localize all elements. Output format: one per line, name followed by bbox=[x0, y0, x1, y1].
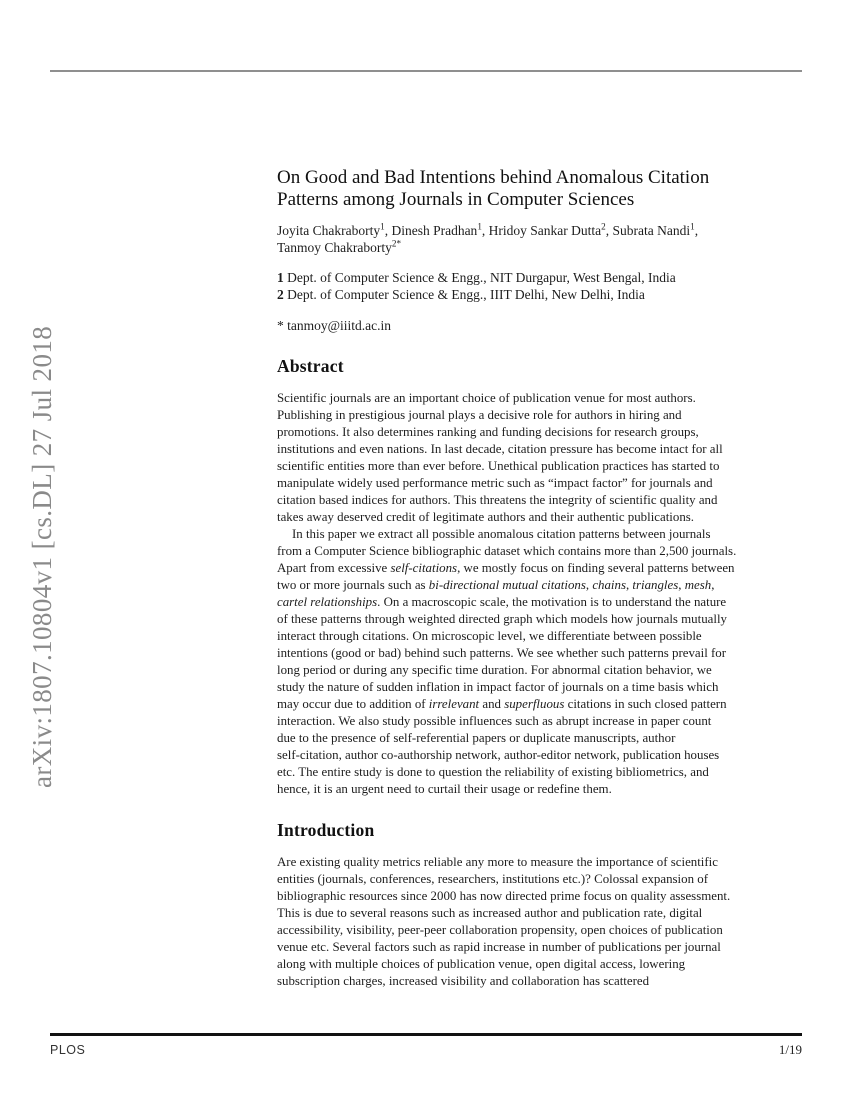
text-segment: , bbox=[694, 223, 699, 238]
text-segment: 1 bbox=[690, 221, 695, 232]
text-segment: long period or during any specific time duration. For abnormal citation behavior, we bbox=[277, 663, 712, 677]
body-line bbox=[277, 854, 808, 871]
body-line bbox=[277, 781, 808, 798]
text-segment: cartel relationships bbox=[277, 595, 378, 609]
paragraph bbox=[277, 854, 808, 990]
title-line: On Good and Bad Intentions behind Anomalous Citation bbox=[277, 167, 710, 188]
body-line bbox=[277, 441, 808, 458]
text-segment: , Subrata Nandi bbox=[605, 223, 691, 238]
corresponding-author-email[interactable]: * tanmoy@iiitd.ac.in bbox=[277, 318, 392, 333]
sections bbox=[277, 354, 808, 990]
arxiv-watermark: arXiv:1807.10804v1 [cs.DL] 27 Jul 2018 bbox=[27, 325, 57, 788]
text-segment: 1 bbox=[477, 221, 482, 232]
body-line bbox=[277, 747, 808, 764]
body-line bbox=[277, 458, 808, 475]
author-line bbox=[277, 222, 808, 239]
text-segment: irrelevant bbox=[428, 697, 480, 711]
body-line bbox=[277, 764, 808, 781]
body-line bbox=[277, 509, 808, 526]
body-line bbox=[277, 939, 808, 956]
body-line bbox=[277, 611, 808, 628]
text-segment: scientific entities more than ever before. Unethical publication practices has started to bbox=[277, 459, 720, 473]
text-segment: Apart from excessive bbox=[277, 561, 391, 575]
body-line bbox=[277, 492, 808, 509]
text-segment: In this paper we extract all possible anomalous citation patterns between journals bbox=[292, 527, 711, 541]
section-heading-introduction: Introduction bbox=[277, 820, 375, 840]
body-line bbox=[277, 922, 808, 939]
text-segment: Are existing quality metrics reliable any more to measure the importance of scientific bbox=[277, 855, 718, 869]
text-segment: citation based indices for authors. This threatens the integrity of scientific quality and bbox=[277, 493, 718, 507]
text-segment: , bbox=[711, 578, 715, 592]
paragraph bbox=[277, 526, 808, 798]
text-segment: study the nature of sudden inflation in impact factor of journals on a time basis which bbox=[277, 680, 719, 694]
text-segment: triangles bbox=[632, 578, 679, 592]
affiliation-line bbox=[277, 286, 808, 303]
text-segment: from a Computer Science bibliographic dataset which contains more than 2,500 journals. bbox=[277, 544, 737, 558]
text-segment: self-citations bbox=[390, 561, 458, 575]
text-segment: mesh bbox=[684, 578, 712, 592]
body-line bbox=[277, 888, 808, 905]
body-line bbox=[277, 424, 808, 441]
footer bbox=[50, 1042, 802, 1058]
text-segment: bi-directional mutual citations bbox=[428, 578, 586, 592]
text-segment: 1 bbox=[380, 221, 385, 232]
text-segment: promotions. It also determines ranking and funding decisions for research groups, bbox=[277, 425, 699, 439]
text-segment: chains bbox=[592, 578, 626, 592]
body-line bbox=[277, 543, 808, 560]
author-line bbox=[277, 239, 808, 256]
text-segment: , bbox=[625, 578, 633, 592]
text-segment: Dept. of Computer Science & Engg., IIIT Delhi, New Delhi, India bbox=[287, 287, 645, 302]
section-heading-abstract: Abstract bbox=[277, 356, 344, 376]
text-segment: This is due to several reasons such as increased author and publication rate, digital bbox=[277, 906, 703, 920]
body-line bbox=[277, 973, 808, 990]
affiliation-line bbox=[277, 269, 808, 286]
text-segment: etc. The entire study is done to question the reliability of existing bibliometrics, and bbox=[277, 765, 709, 779]
text-segment: , we mostly focus on finding several patterns between bbox=[457, 561, 735, 575]
header-rule bbox=[50, 70, 802, 72]
text-segment: takes away deserved credit of legitimate authors and their authentic publications. bbox=[277, 510, 695, 524]
paper-title bbox=[277, 167, 808, 211]
text-segment: two or more journals such as bbox=[277, 578, 429, 592]
text-segment: Publishing in prestigious journal plays a decisive role for authors in hiring and bbox=[277, 408, 682, 422]
text-segment: may occur due to addition of bbox=[277, 697, 429, 711]
paper-content bbox=[277, 167, 808, 990]
text-segment: 1 bbox=[277, 270, 288, 285]
text-segment: and bbox=[479, 697, 505, 711]
body-line bbox=[277, 871, 808, 888]
body-line bbox=[277, 628, 808, 645]
body-line bbox=[277, 956, 808, 973]
body-line bbox=[277, 560, 808, 577]
text-segment: superfluous bbox=[504, 697, 565, 711]
body-line bbox=[277, 679, 808, 696]
body-line bbox=[277, 390, 808, 407]
body-line bbox=[277, 594, 808, 611]
body-line bbox=[277, 713, 808, 730]
text-segment: Joyita Chakraborty bbox=[277, 223, 381, 238]
text-segment: of these patterns through weighted directed graph which models how journals mutually bbox=[277, 612, 727, 626]
text-segment: Tanmoy Chakraborty bbox=[277, 240, 392, 255]
text-segment: , Dinesh Pradhan bbox=[384, 223, 478, 238]
body-line bbox=[277, 645, 808, 662]
text-segment: self-citation, author co-authorship network, author-editor network, publication houses bbox=[277, 748, 720, 762]
text-segment: accessibility, visibility, peer-peer collaboration propensity, open choices of publication bbox=[277, 923, 723, 937]
body-line bbox=[277, 577, 808, 594]
body-line bbox=[277, 905, 808, 922]
footer-journal-name: PLOS bbox=[50, 1043, 86, 1057]
text-segment: due to the presence of self-referential papers or duplicate manuscripts, author bbox=[277, 731, 676, 745]
text-segment: , bbox=[585, 578, 593, 592]
text-segment: bibliographic resources since 2000 has now directed prime focus on quality assessment. bbox=[277, 889, 731, 903]
body-line bbox=[277, 730, 808, 747]
text-segment: . On a macroscopic scale, the motivation is to understand the nature bbox=[377, 595, 727, 609]
text-segment: , bbox=[678, 578, 685, 592]
text-segment: manipulate widely used performance metric such as “impact factor” for journals and bbox=[277, 476, 713, 490]
text-segment: Scientific journals are an important choice of publication venue for most authors. bbox=[277, 391, 696, 405]
footer-page-number: 1/19 bbox=[778, 1042, 802, 1057]
text-segment: venue etc. Several factors such as rapid increase in number of publications per journal bbox=[277, 940, 721, 954]
text-segment: Dept. of Computer Science & Engg., NIT Durgapur, West Bengal, India bbox=[287, 270, 676, 285]
text-segment: interact through citations. On microscopic level, we differentiate between possible bbox=[277, 629, 702, 643]
text-segment: 2 bbox=[277, 287, 288, 302]
text-segment: , Hridoy Sankar Dutta bbox=[481, 223, 602, 238]
footer-rule bbox=[50, 1033, 802, 1036]
text-segment: hence, it is an urgent need to curtail their usage or redefine them. bbox=[277, 782, 612, 796]
body-line bbox=[277, 662, 808, 679]
paragraph bbox=[277, 390, 808, 526]
body-line bbox=[277, 526, 808, 543]
title-line: Patterns among Journals in Computer Sciences bbox=[277, 189, 635, 210]
text-segment: citations in such closed pattern bbox=[564, 697, 727, 711]
author-list bbox=[277, 222, 808, 256]
text-segment: subscription charges, increased visibility and collaboration has scattered bbox=[277, 974, 650, 988]
text-segment: institutions and even nations. In last decade, citation pressure has become intact for all bbox=[277, 442, 723, 456]
text-segment: 2 bbox=[601, 221, 606, 232]
body-line bbox=[277, 407, 808, 424]
text-segment: 2* bbox=[391, 238, 402, 249]
body-line bbox=[277, 696, 808, 713]
text-segment: entities (journals, conferences, researchers, institutions etc.)? Colossal expansion of bbox=[277, 872, 708, 886]
text-segment: interaction. We also study possible influences such as abrupt increase in paper count bbox=[277, 714, 712, 728]
text-segment: intentions (good or bad) behind such patterns. We see whether such patterns prevail for bbox=[277, 646, 727, 660]
body-line bbox=[277, 475, 808, 492]
affiliations bbox=[277, 269, 808, 303]
text-segment: along with multiple choices of publication venue, open digital access, lowering bbox=[277, 957, 686, 971]
